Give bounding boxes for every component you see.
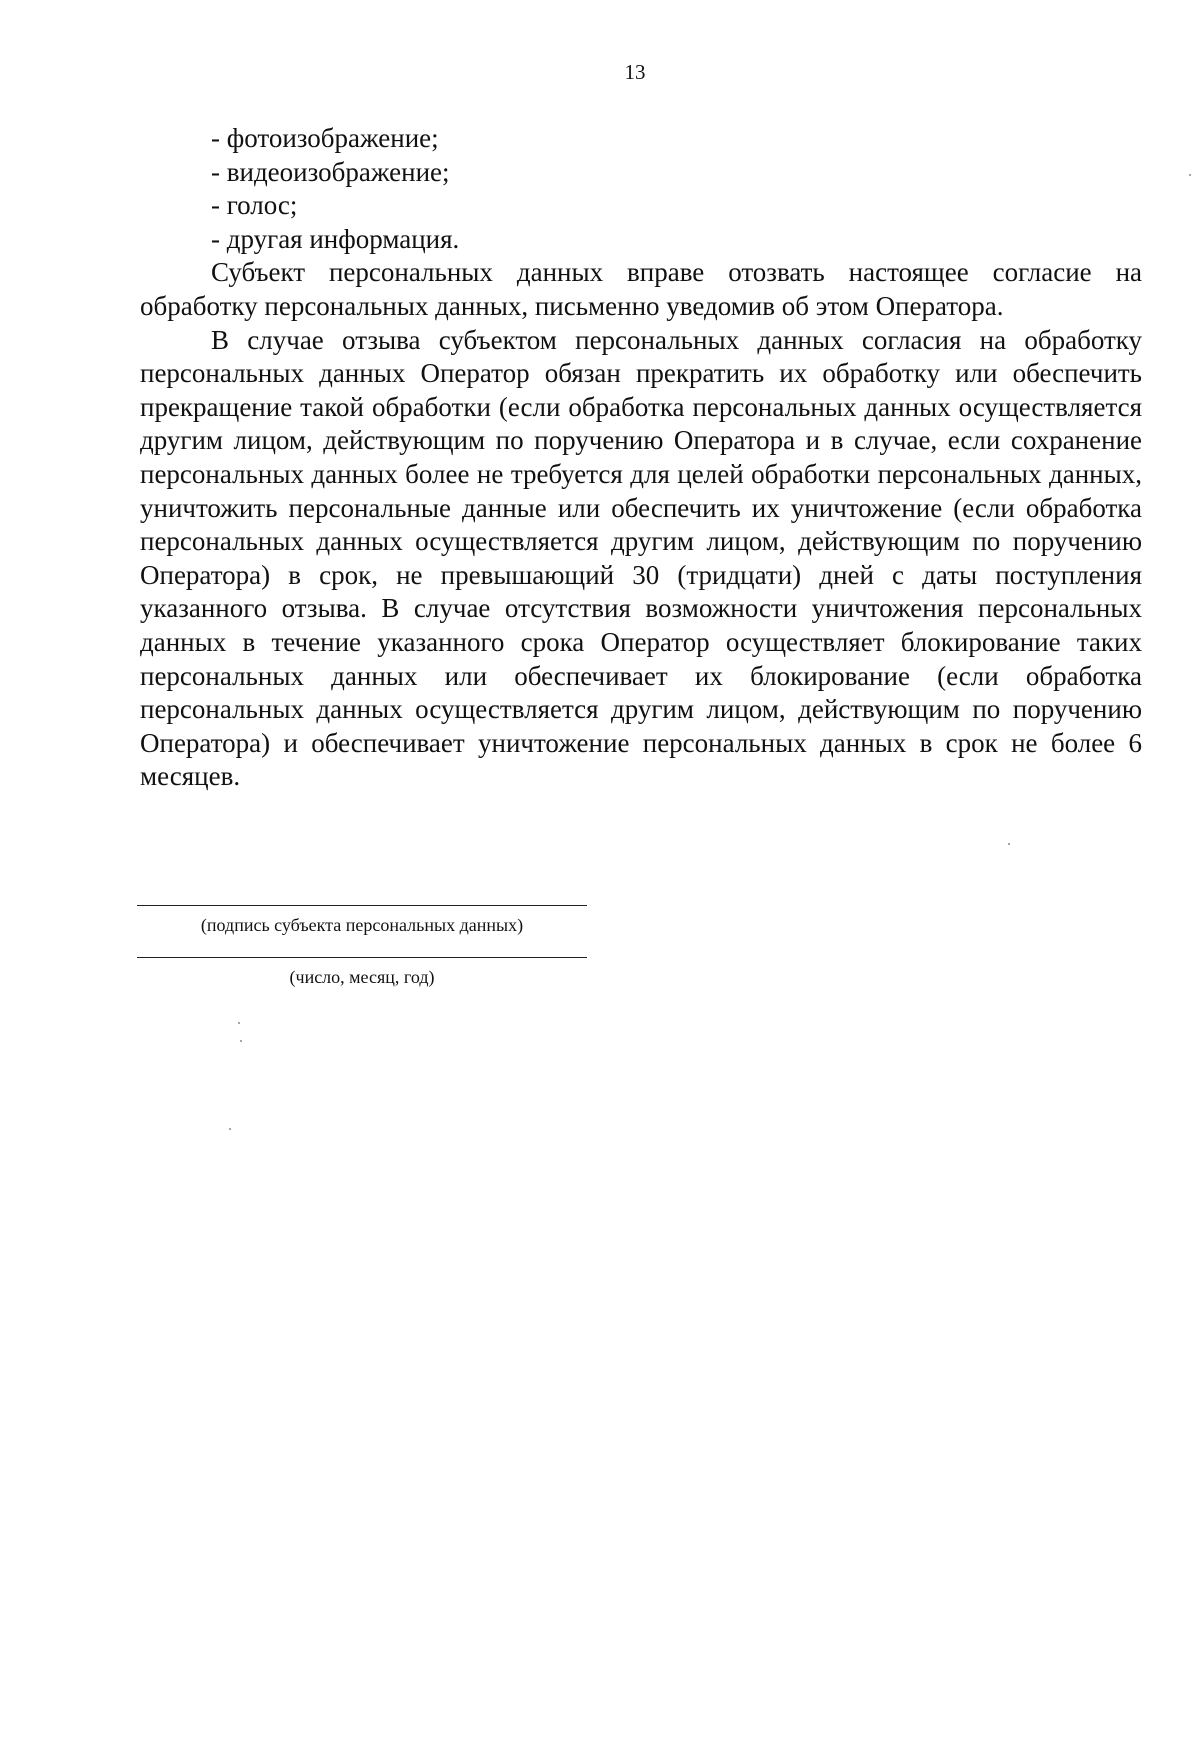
date-caption: (число, месяц, год) [289, 967, 435, 987]
paragraph-withdrawal-consequences: В случае отзыва субъектом персональных данных согласия на обработку персональных данных Оператор обязан прекратить их обработку или обеспечить прекращение такой обработки (если обработка персональных данных осуществляется другим лицом, действующим по поручению Оператора и в случае, если сохранение персональных данных более не требуется для целей обработки персональных данных, уничтожить персональные данные или обеспечить их уничтожение (если обработка персональных данных осуществляется другим лицом, действующим по поручению Оператора) в срок, не превышающий 30 (тридцати) дней с даты поступления указанного отзыва. В случае отсутствия возможности уничтожения персональных данных в течение указанного срока Оператор осуществляет блокирование таких персональных данных или обеспечивает их блокирование (если обработка персональных данных осуществляется другим лицом, действующим по поручению Оператора) и обеспечивает уничтожение персональных данных в срок не более 6 месяцев. [140, 324, 1142, 792]
paragraph-withdrawal-right: Субъект персональных данных вправе отозвать настоящее согласие на обработку персональных данных, письменно уведомив об этом Оператора. [140, 257, 1142, 321]
list-item: - голос; [211, 190, 298, 221]
date-line [137, 957, 587, 958]
signature-line [137, 905, 587, 906]
scan-speck [229, 1128, 231, 1130]
list-item: - фотоизображение; [211, 123, 439, 153]
subject-signature-field [137, 905, 587, 936]
scan-speck [1189, 174, 1191, 176]
scan-speck [240, 1040, 242, 1042]
scan-speck [1008, 843, 1010, 845]
list-item: - другая информация. [211, 223, 460, 254]
signature-caption: (подпись субъекта персональных данных) [200, 915, 524, 935]
document-body [140, 122, 1142, 794]
page-number: 13 [624, 60, 646, 84]
list-item: - видеоизображение; [211, 156, 450, 187]
date-field [137, 957, 587, 988]
scan-speck [238, 1022, 240, 1024]
